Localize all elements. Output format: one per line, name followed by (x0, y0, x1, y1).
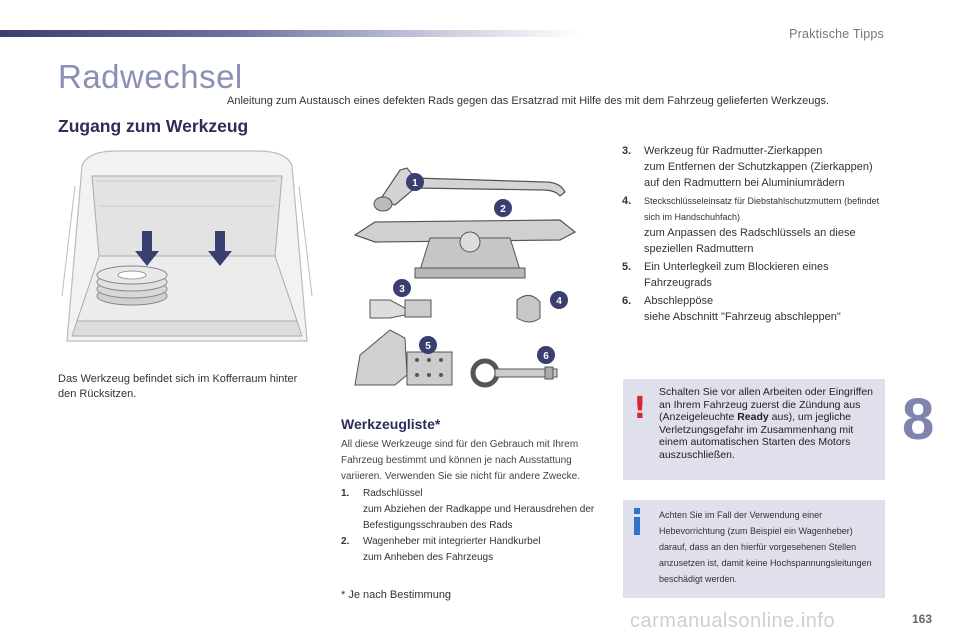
access-heading: Zugang zum Werkzeug (58, 116, 249, 136)
item-number: 3. (622, 145, 632, 157)
callout-3-label: 3 (399, 284, 405, 295)
page-number: 163 (912, 612, 933, 626)
item-name: Steckschlüsseleinsatz für Diebstahlschutzmuttern (befindet sich im Handschuhfach) (644, 196, 880, 222)
item-number: 5. (622, 261, 632, 273)
item-number: 2. (341, 536, 350, 547)
info-text: Achten Sie im Fall der Verwendung einer Hebevorrichtung (zum Beispiel ein Wagenheber) darauf, dass an den hierfür vorgesehenen Stellen anzusetzen ist, damit keine Hochspannungsleitungen beschädigt werden. (659, 510, 872, 584)
watermark: carmanualsonline.info (630, 610, 836, 632)
info-box (623, 500, 885, 598)
page-subtitle: Anleitung zum Austausch eines defekten Rads gegen das Ersatzrad mit Hilfe des mit dem Fahrzeug gelieferten Werkzeugs. (227, 95, 830, 107)
item-number: 4. (622, 195, 632, 207)
callout-4-label: 4 (556, 296, 562, 307)
warning-text: Schalten Sie vor allen Arbeiten oder Eingriffen an Ihrem Fahrzeug zuerst die Zündung aus (Anzeigeleuchte Ready aus), um jegliche Verletzungsgefahr im Zusammenhang mit einem automatischen Starten des Motors auszuschließen. (659, 386, 874, 461)
list-item (341, 534, 606, 566)
list-item (622, 193, 890, 257)
callout-2-label: 2 (500, 204, 506, 215)
footnote: * Je nach Bestimmung (341, 589, 452, 601)
callout-1-label: 1 (412, 178, 418, 189)
item-name: Radschlüssel (363, 488, 423, 499)
tool-list-right (622, 143, 890, 327)
tools-illustration (345, 160, 590, 392)
item-desc: siehe Abschnitt "Fahrzeug abschleppen" (644, 311, 841, 323)
item-number: 1. (341, 488, 350, 499)
section-label: Praktische Tipps (789, 27, 884, 41)
item-name: Ein Unterlegkeil zum Blockieren eines Fahrzeugrads (644, 261, 829, 289)
chapter-number: 8 (902, 387, 935, 452)
page-title: Radwechsel (58, 58, 243, 95)
list-item (622, 143, 890, 191)
list-item (341, 486, 606, 534)
warning-box (623, 379, 885, 480)
item-desc: zum Anpassen des Radschlüssels an diese speziellen Radmuttern (644, 227, 856, 255)
trunk-caption: Das Werkzeug befindet sich im Kofferraum hinter den Rücksitzen. (58, 373, 298, 400)
header-bar (0, 30, 580, 37)
callout-5-label: 5 (425, 341, 431, 352)
toollist-heading: Werkzeugliste* (341, 416, 441, 432)
item-number: 6. (622, 295, 632, 307)
trunk-illustration (57, 146, 317, 346)
item-name: Abschleppöse (644, 295, 714, 307)
list-item (622, 259, 890, 291)
info-icon (634, 508, 640, 534)
toollist-intro: All diese Werkzeuge sind für den Gebrauch mit Ihrem Fahrzeug bestimmt und können je nach Ausstattung variieren. Verwenden Sie sie nicht für andere Zwecke. (341, 439, 581, 482)
tool-list-left (341, 486, 606, 566)
list-item (622, 293, 890, 325)
callout-6-label: 6 (543, 351, 549, 362)
item-desc: zum Entfernen der Schutzkappen (Zierkappen) auf den Radmuttern bei Aluminiumrädern (644, 161, 873, 189)
item-desc: zum Anheben des Fahrzeugs (363, 552, 494, 563)
item-desc: zum Abziehen der Radkappe und Herausdrehen der Befestigungsschrauben des Rads (363, 504, 595, 531)
warning-icon: ! (633, 391, 647, 426)
item-name: Werkzeug für Radmutter-Zierkappen (644, 145, 823, 157)
item-name: Wagenheber mit integrierter Handkurbel (363, 536, 541, 547)
